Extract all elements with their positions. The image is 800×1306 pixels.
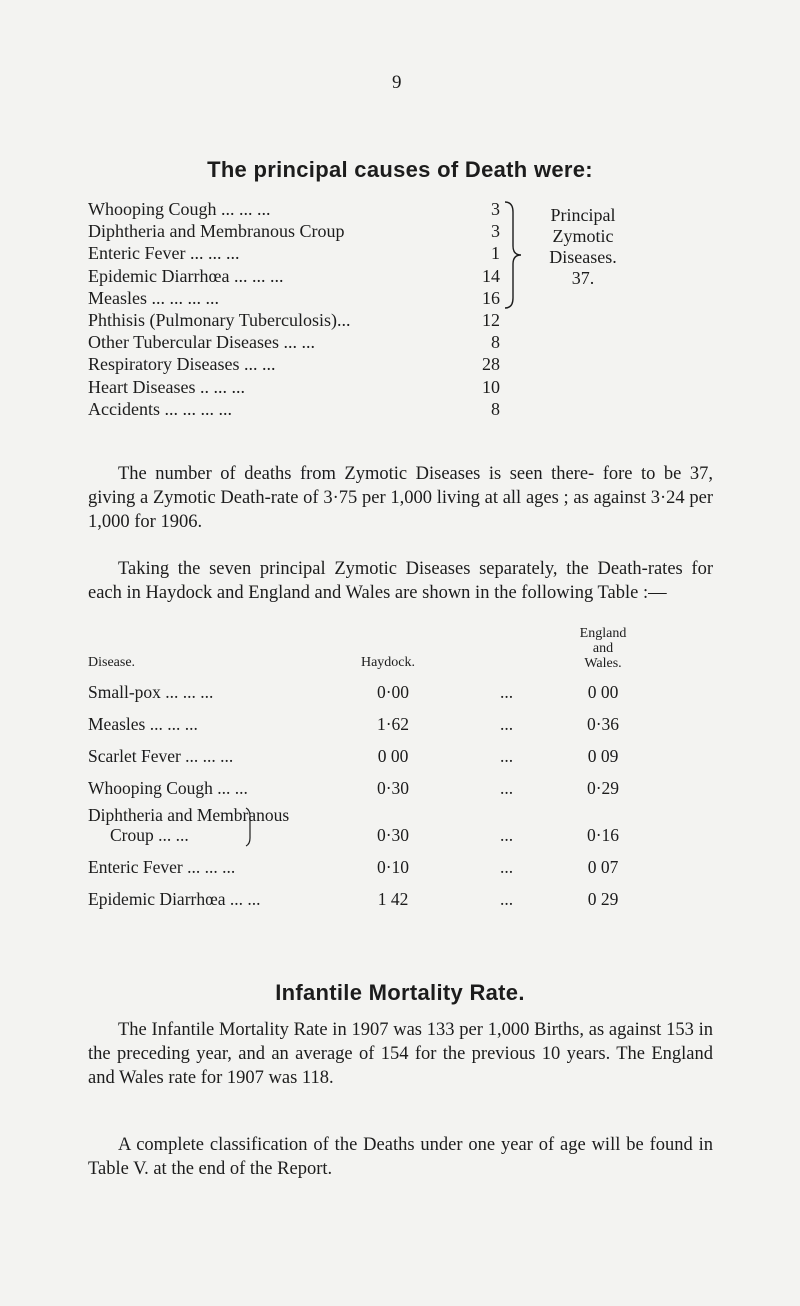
table-cell-haydock: 1·62	[376, 714, 410, 734]
cause-name: Whooping Cough ... ... ...	[88, 199, 271, 219]
zymotic-note	[528, 205, 638, 289]
table-cell-england: 0·36	[586, 714, 620, 734]
zymotic-note-line: Principal	[550, 205, 616, 225]
table-cell-leader: ...	[500, 857, 514, 877]
table-cell-england: 0·16	[586, 825, 620, 845]
list-item	[88, 198, 500, 220]
cause-count: 1	[491, 243, 500, 264]
table-cell-leader: ...	[500, 682, 514, 702]
page-number: 9	[392, 72, 402, 93]
cause-count: 28	[482, 354, 500, 375]
paragraph-text: The Infantile Mortality Rate in 1907 was 133 per 1,000 Births, as against 153 in the preceding year, and an average of 154 for the previous 10 years. The England and Wales rate for 1907 was 118.	[88, 1020, 713, 1088]
paragraph	[88, 462, 713, 534]
cause-count: 12	[482, 309, 500, 330]
cause-count: 8	[491, 398, 500, 419]
cause-name: Epidemic Diarrhœa ... ... ...	[88, 265, 284, 286]
table-cell-haydock: 0·10	[376, 857, 410, 877]
table-cell-leader: ...	[500, 778, 514, 798]
cause-count: 14	[482, 265, 500, 286]
section-heading: The principal causes of Death were:	[207, 157, 593, 182]
paragraph-text: Taking the seven principal Zymotic Diseases separately, the Death-rates for each in Haydock and England and Wales are shown in the following Table :—	[88, 559, 713, 603]
table-cell-disease: Diphtheria and Membranous	[88, 805, 290, 825]
curly-brace-icon	[502, 200, 524, 310]
column-header-haydock: Haydock.	[360, 655, 416, 670]
cause-count: 3	[491, 221, 500, 242]
table-cell-england: 0 09	[587, 746, 619, 766]
cause-name: Measles ... ... ... ...	[88, 287, 219, 308]
table-cell-disease: Enteric Fever ... ... ...	[88, 857, 236, 877]
list-item	[88, 265, 500, 287]
paragraph-text: The number of deaths from Zymotic Diseases is seen there- fore to be 37, giving a Zymotic Death-rate of 3·75 per 1,000 living at all ages ; as against 3·24 per 1,000 for 1906.	[88, 464, 713, 532]
cause-name: Other Tubercular Diseases ... ...	[88, 332, 315, 353]
table-cell-haydock: 0·00	[376, 682, 410, 702]
list-item	[88, 309, 500, 331]
column-header-disease: Disease.	[88, 655, 136, 670]
table-cell-england: 0 29	[587, 889, 619, 909]
cause-count: 10	[482, 376, 500, 397]
cause-name: Accidents ... ... ... ...	[88, 398, 232, 419]
cause-count: 3	[491, 199, 500, 219]
list-item	[88, 220, 500, 242]
list-item	[88, 398, 500, 420]
table-cell-england: 0 07	[587, 857, 619, 877]
column-header-england	[553, 626, 653, 671]
table-cell-disease: Croup ... ...	[110, 825, 189, 845]
column-header-line: and	[592, 641, 614, 656]
infant-mortality-heading: Infantile Mortality Rate.	[275, 980, 525, 1005]
table-brace-icon	[244, 806, 254, 848]
list-item	[88, 287, 500, 309]
cause-name: Respiratory Diseases ... ...	[88, 354, 276, 375]
table-cell-haydock: 0·30	[376, 825, 410, 845]
cause-name: Enteric Fever ... ... ...	[88, 243, 240, 264]
table-cell-leader: ...	[500, 889, 514, 909]
paragraph-text: A complete classification of the Deaths under one year of age will be found in Table V. at the end of the Report.	[88, 1135, 713, 1179]
table-cell-haydock: 0·30	[376, 778, 410, 798]
list-item	[88, 331, 500, 353]
cause-name: Heart Diseases .. ... ...	[88, 376, 245, 397]
table-cell-england: 0 00	[587, 682, 619, 702]
zymotic-note-line: 37.	[571, 268, 595, 288]
table-cell-leader: ...	[500, 746, 514, 766]
list-item	[88, 242, 500, 264]
table-cell-disease: Small-pox ... ... ...	[88, 682, 214, 702]
paragraph	[88, 557, 713, 605]
table-cell-leader: ...	[500, 714, 514, 734]
cause-count: 16	[482, 287, 500, 308]
list-item	[88, 353, 500, 375]
paragraph	[88, 1133, 713, 1181]
table-cell-haydock: 0 00	[377, 746, 409, 766]
table-cell-haydock: 1 42	[377, 889, 409, 909]
cause-name: Diphtheria and Membranous Croup	[88, 221, 345, 242]
table-cell-england: 0·29	[586, 778, 620, 798]
list-item	[88, 376, 500, 398]
column-header-line: England	[579, 626, 627, 641]
causes-list	[88, 198, 500, 420]
paragraph	[88, 1018, 713, 1090]
table-cell-disease: Epidemic Diarrhœa ... ...	[88, 889, 261, 909]
column-header-line: Wales.	[584, 656, 622, 671]
cause-count: 8	[491, 332, 500, 353]
zymotic-note-line: Diseases.	[549, 247, 617, 267]
table-cell-disease: Whooping Cough ... ...	[88, 778, 248, 798]
table-cell-disease: Scarlet Fever ... ... ...	[88, 746, 234, 766]
cause-name: Phthisis (Pulmonary Tuberculosis)...	[88, 309, 351, 330]
table-cell-disease: Measles ... ... ...	[88, 714, 198, 734]
zymotic-note-line: Zymotic	[552, 226, 614, 246]
table-cell-leader: ...	[500, 825, 514, 845]
